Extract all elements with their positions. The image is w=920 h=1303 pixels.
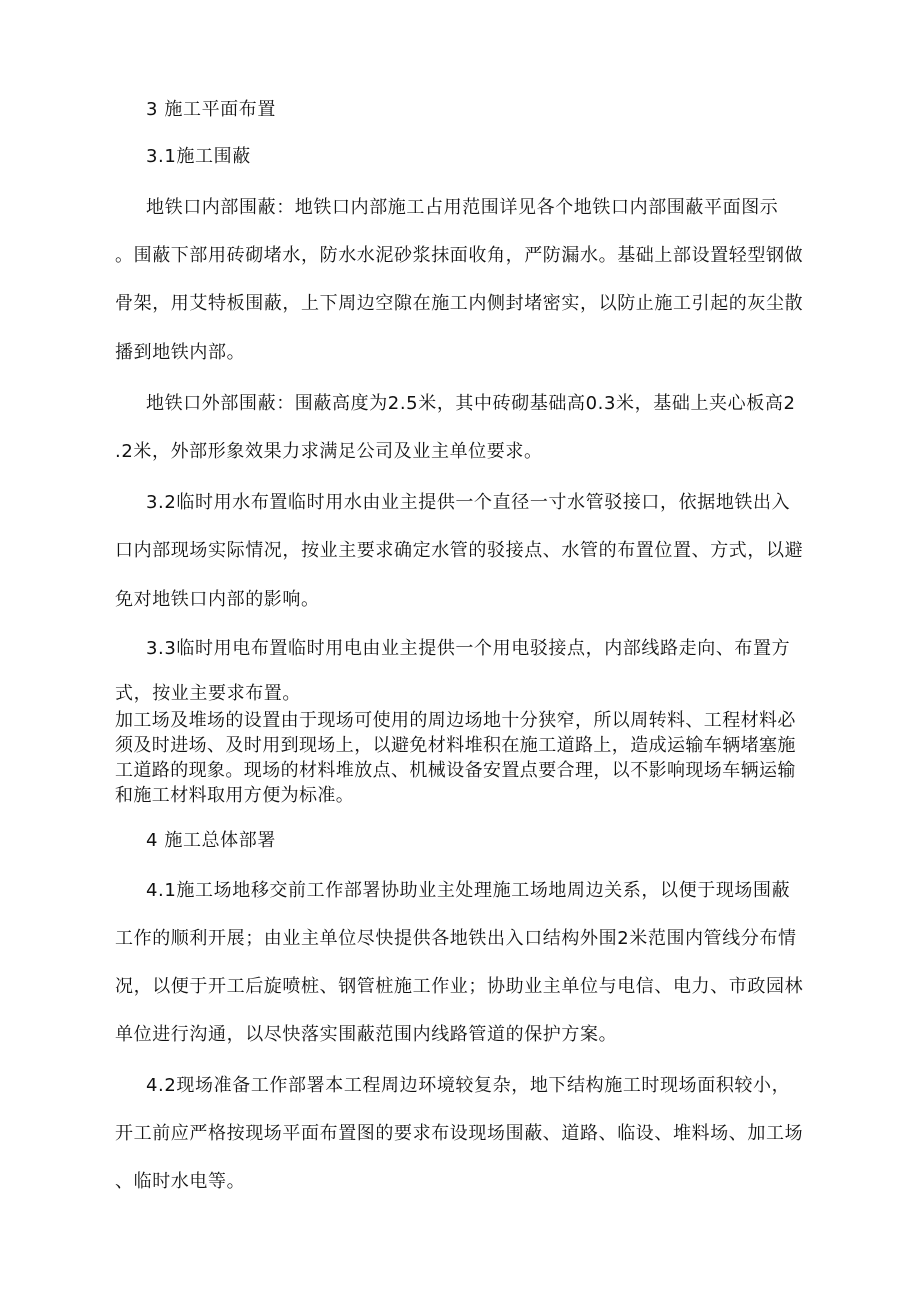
paragraph-line: 单位进行沟通，以尽快落实围蔽范围内线路管道的保护方案。 <box>115 1024 618 1045</box>
paragraph-line: 3.3临时用电布置临时用电由业主提供一个用电驳接点，内部线路走向、布置方 <box>146 638 791 659</box>
section-3-heading: 3 施工平面布置 <box>146 99 276 120</box>
paragraph-line: 地铁口内部围蔽：地铁口内部施工占用范围详见各个地铁口内部围蔽平面图示 <box>146 197 779 218</box>
section-4-heading: 4 施工总体部署 <box>146 830 276 851</box>
subsection-3-1-heading: 3.1施工围蔽 <box>146 146 251 167</box>
paragraph-line: 工作的顺利开展；由业主单位尽快提供各地铁出入口结构外围2米范围内管线分布情 <box>115 928 797 949</box>
paragraph-line: 骨架，用艾特板围蔽，上下周边空隙在施工内侧封堵密实，以防止施工引起的灰尘散 <box>115 293 804 314</box>
paragraph-line: 式，按业主要求布置。 <box>115 683 301 704</box>
paragraph-line: 口内部现场实际情况，按业主要求确定水管的驳接点、水管的布置位置、方式，以避 <box>115 540 804 561</box>
paragraph-line: 开工前应严格按现场平面布置图的要求布设现场围蔽、道路、临设、堆料场、加工场 <box>115 1123 804 1144</box>
paragraph-line: 4.2现场准备工作部署本工程周边环境较复杂，地下结构施工时现场面积较小， <box>146 1075 791 1096</box>
paragraph-line: 播到地铁内部。 <box>115 342 246 363</box>
paragraph-line: 3.2临时用水布置临时用水由业主提供一个直径一寸水管驳接口，依据地铁出入 <box>146 492 791 513</box>
paragraph-line: 。围蔽下部用砖砌堵水，防水水泥砂浆抹面收角，严防漏水。基础上部设置轻型钢做 <box>115 245 804 266</box>
paragraph-line: 工道路的现象。现场的材料堆放点、机械设备安置点要合理，以不影响现场车辆运输 <box>115 760 796 781</box>
paragraph-line: 4.1施工场地移交前工作部署协助业主处理施工场地周边关系，以便于现场围蔽 <box>146 880 791 901</box>
paragraph-line: .2米，外部形象效果力求满足公司及业主单位要求。 <box>115 441 543 462</box>
paragraph-line: 地铁口外部围蔽：围蔽高度为2.5米，其中砖砌基础高0.3米，基础上夹心板高2 <box>146 393 796 414</box>
paragraph-line: 况，以便于开工后旋喷桩、钢管桩施工作业；协助业主单位与电信、电力、市政园林 <box>115 976 804 997</box>
paragraph-line: 加工场及堆场的设置由于现场可使用的周边场地十分狭窄，所以周转料、工程材料必 <box>115 710 796 731</box>
paragraph-line: 和施工材料取用方便为标准。 <box>115 785 355 806</box>
paragraph-line: 免对地铁口内部的影响。 <box>115 589 320 610</box>
paragraph-line: 须及时进场、及时用到现场上，以避免材料堆积在施工道路上，造成运输车辆堵塞施 <box>115 735 796 756</box>
paragraph-line: 、临时水电等。 <box>115 1171 246 1192</box>
